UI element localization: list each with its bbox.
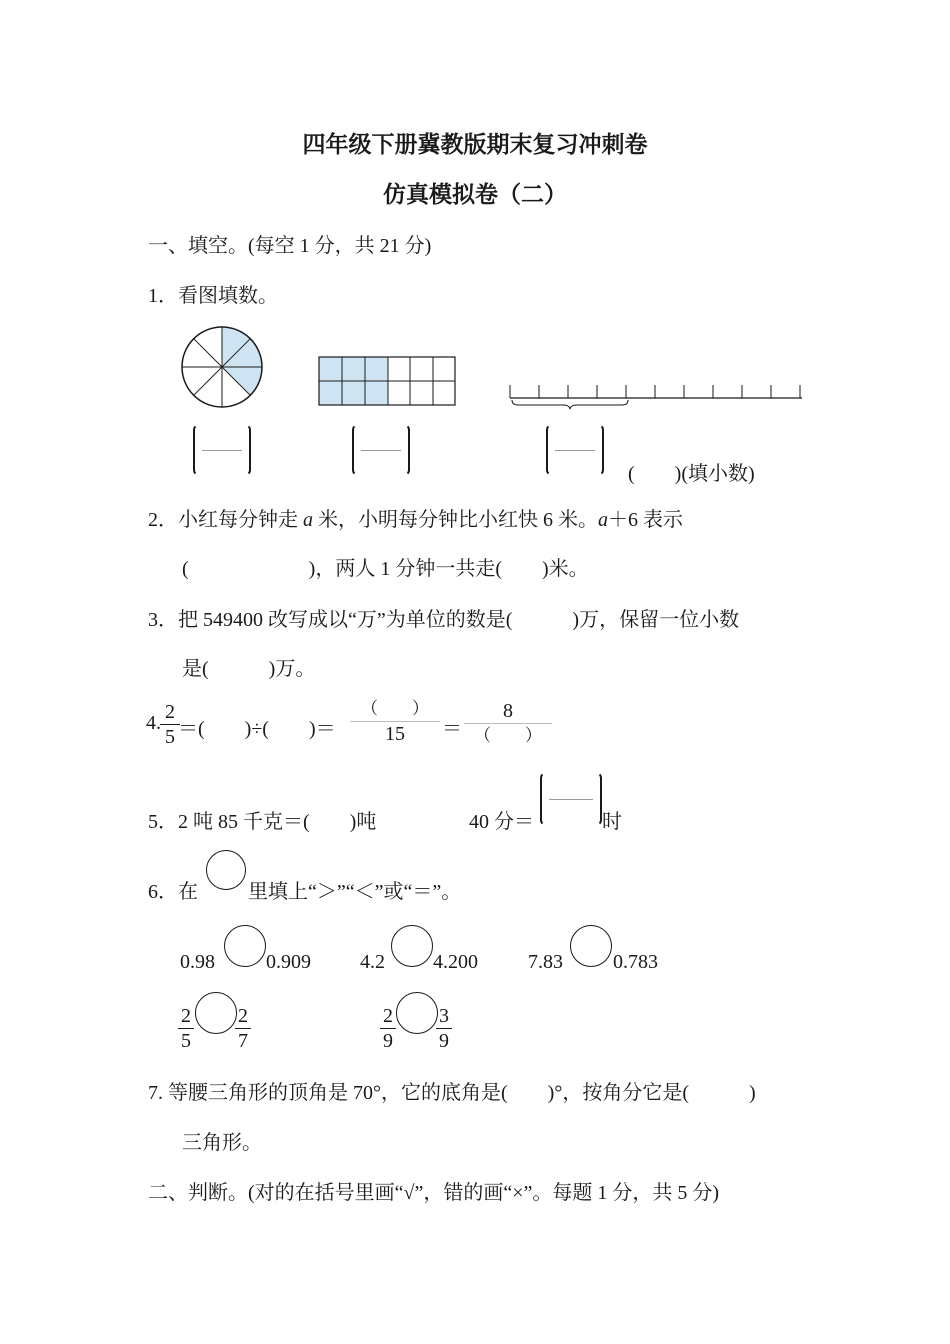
compare-left-2: 4.2 bbox=[360, 951, 385, 973]
fraction-numerator: 2 bbox=[165, 701, 175, 723]
compare-circle-3[interactable] bbox=[570, 925, 612, 967]
question3-line2: 是( )万。 bbox=[182, 658, 316, 680]
question5-part3: 时 bbox=[602, 811, 622, 833]
question1-text: 1．看图填数。 bbox=[148, 285, 278, 307]
compare-right-2: 4.200 bbox=[433, 951, 478, 973]
fraction-numerator: 8 bbox=[503, 700, 513, 722]
fraction-numerator: 2 bbox=[181, 1005, 191, 1027]
compare-fraction-right-4 bbox=[235, 1005, 251, 1052]
compare-left-1: 0.98 bbox=[180, 951, 215, 973]
q2-text-a: 2．小红每分钟走 bbox=[148, 509, 303, 531]
question3-line1: 3．把 549400 改写成以“万”为单位的数是( )万，保留一位小数 bbox=[148, 609, 740, 631]
fraction-answer-box-3[interactable] bbox=[546, 424, 604, 476]
fraction-answer-box-1[interactable] bbox=[193, 424, 251, 476]
question5-part1: 5．2 吨 85 千克＝( )吨 bbox=[148, 811, 377, 833]
question7-line2: 三角形。 bbox=[182, 1132, 262, 1154]
compare-circle-1[interactable] bbox=[224, 925, 266, 967]
compare-circle-example bbox=[206, 850, 246, 890]
fraction-denominator: 9 bbox=[439, 1030, 449, 1052]
variable-a: a bbox=[303, 509, 313, 531]
question7-line1: 7. 等腰三角形的顶角是 70°，它的底角是( )°，按角分它是( ) bbox=[148, 1082, 756, 1104]
circle-fraction-figure bbox=[178, 325, 268, 409]
q4-fraction-2 bbox=[350, 698, 440, 745]
fraction-denominator: 15 bbox=[385, 723, 405, 745]
segment-line-figure bbox=[506, 380, 806, 410]
compare-fraction-right-5 bbox=[436, 1005, 452, 1052]
section2-heading: 二、判断。(对的在括号里画“√”，错的画“×”。每题 1 分，共 5 分) bbox=[148, 1182, 720, 1204]
compare-circle-2[interactable] bbox=[391, 925, 433, 967]
q4-fraction-1 bbox=[160, 701, 180, 748]
fraction-answer-box-2[interactable] bbox=[352, 424, 410, 476]
exam-title: 四年级下册冀教版期末复习冲刺卷 bbox=[302, 132, 648, 158]
compare-circle-5[interactable] bbox=[396, 992, 438, 1034]
fraction-answer-box-hours[interactable] bbox=[540, 772, 602, 826]
question6-suffix: 里填上“＞”“＜”或“＝”。 bbox=[248, 881, 462, 903]
compare-right-1: 0.909 bbox=[266, 951, 311, 973]
fraction-numerator: 3 bbox=[439, 1005, 449, 1027]
fraction-numerator: 2 bbox=[383, 1005, 393, 1027]
grid-fraction-figure bbox=[318, 356, 458, 408]
question4-prefix: 4. bbox=[146, 712, 161, 734]
compare-left-3: 7.83 bbox=[528, 951, 563, 973]
section1-heading: 一、填空。(每空 1 分，共 21 分) bbox=[148, 235, 432, 257]
question5-part2: 40 分＝ bbox=[469, 811, 534, 833]
fraction-denominator: 9 bbox=[383, 1030, 393, 1052]
expression-rest: ＋6 表示 bbox=[608, 509, 683, 531]
fraction-denominator-blank[interactable]: （ ） bbox=[474, 726, 542, 745]
q4-fraction-3 bbox=[464, 700, 552, 747]
fraction-numerator: 2 bbox=[238, 1005, 248, 1027]
exam-subtitle: 仿真模拟卷（二） bbox=[383, 182, 567, 208]
compare-fraction-left-4 bbox=[178, 1005, 194, 1052]
fraction-denominator: 5 bbox=[165, 726, 175, 748]
compare-circle-4[interactable] bbox=[195, 992, 237, 1034]
decimal-answer-hint: ( )(填小数) bbox=[628, 463, 755, 485]
fraction-denominator: 7 bbox=[238, 1030, 248, 1052]
compare-fraction-left-5 bbox=[380, 1005, 396, 1052]
question2-line2: ( )，两人 1 分钟一共走( )米。 bbox=[182, 558, 589, 580]
expression-variable: a bbox=[598, 509, 608, 531]
question6-prefix: 6．在 bbox=[148, 881, 198, 903]
q2-text-b: 米，小明每分钟比小红快 6 米。 bbox=[313, 509, 598, 531]
fraction-numerator-blank[interactable]: （ ） bbox=[361, 699, 429, 718]
question2-line1 bbox=[148, 503, 683, 532]
compare-right-3: 0.783 bbox=[613, 951, 658, 973]
fraction-denominator: 5 bbox=[181, 1030, 191, 1052]
question4-equals: ＝ bbox=[442, 718, 462, 740]
question4-middle: ＝( )÷( )＝ bbox=[178, 718, 336, 740]
